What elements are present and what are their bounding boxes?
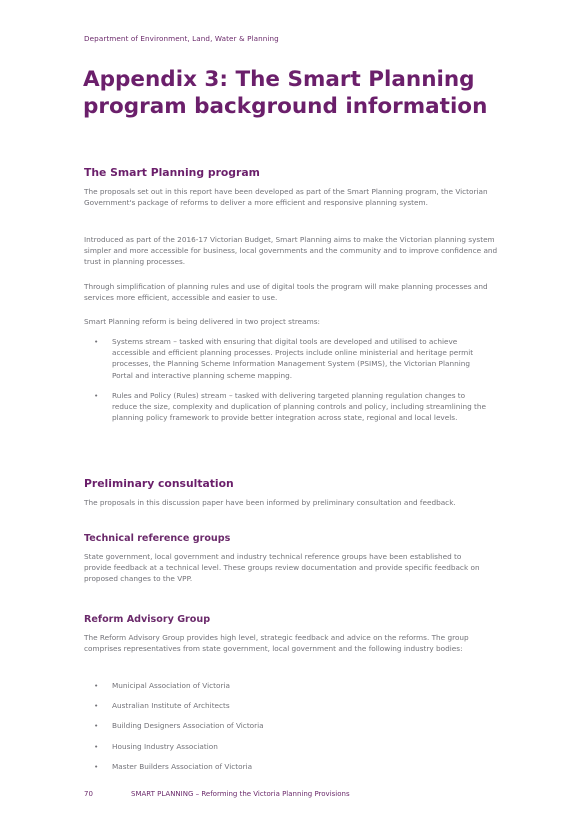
section-heading-preliminary-consultation: Preliminary consultation — [84, 477, 234, 490]
bullet-icon: • — [94, 337, 99, 346]
paragraph: Through simplification of planning rules and use of digital tools the program will make planning processes and services more efficient, accessible and easier to use. — [84, 282, 488, 303]
list-item-text: Master Builders Association of Victoria — [112, 761, 253, 771]
list-item-text: Australian Institute of Architects — [112, 701, 230, 711]
list-item — [84, 336, 492, 381]
subheading-technical-reference-groups: Technical reference groups — [84, 533, 231, 544]
page-number: 70 — [84, 790, 93, 798]
page-title: Appendix 3: The Smart Planning program background information — [83, 67, 488, 119]
list-item — [84, 680, 504, 691]
list-item — [84, 390, 492, 424]
paragraph: Introduced as part of the 2016-17 Victorian Budget, Smart Planning aims to make the Victorian planning system simpler and more accessible for business, local governments and the community and to improve confidence and trust in planning processes. — [84, 235, 498, 267]
subheading-reform-advisory-group: Reform Advisory Group — [84, 614, 211, 625]
bullet-icon: • — [94, 390, 99, 400]
bullet-icon: • — [94, 741, 99, 751]
list-item-text: Building Designers Association of Victoria — [112, 721, 264, 731]
list-item — [84, 761, 504, 772]
list-item-text: Housing Industry Association — [112, 741, 218, 751]
project-streams-list — [84, 336, 504, 423]
running-header: Department of Environment, Land, Water & Planning — [84, 34, 279, 43]
section-heading-smart-planning: The Smart Planning program — [84, 166, 260, 179]
paragraph: The proposals set out in this report have been developed as part of the Smart Planning program, the Victorian Government's package of reforms to deliver a more efficient and responsive planning system. — [84, 187, 488, 208]
paragraph: The proposals in this discussion paper have been informed by preliminary consultation and feedback. — [84, 498, 456, 507]
bullet-icon: • — [94, 761, 99, 771]
paragraph: State government, local government and industry technical reference groups have been established to provide feedback at a technical level. These groups review documentation and provide specific feedback on proposed changes to the VPP. — [84, 552, 480, 584]
bullet-icon: • — [94, 701, 99, 711]
industry-bodies-list — [84, 680, 504, 772]
list-item-text: Rules and Policy (Rules) stream – tasked with delivering targeted planning regulation changes to reduce the size, complexity and duplication of planning controls and policy, including streamlining the planning policy framework to provide better integration across state, regional and local levels. — [112, 390, 487, 423]
list-item — [84, 700, 504, 711]
paragraph: The Reform Advisory Group provides high level, strategic feedback and advice on the reforms. The group comprises representatives from state government, local government and the following industry bodies: — [84, 633, 469, 654]
running-footer: SMART PLANNING – Reforming the Victoria Planning Provisions — [131, 790, 350, 798]
paragraph: Smart Planning reform is being delivered in two project streams: — [84, 317, 321, 326]
bullet-icon: • — [94, 721, 99, 731]
list-item-text: Systems stream – tasked with ensuring that digital tools are developed and utilised to achieve accessible and efficient planning processes. Projects include online ministerial and heritage permit processes, the Planning Scheme Information Management System (PSIMS), the Victorian Planning Portal and interactive planning scheme mapping. — [112, 337, 474, 380]
list-item — [84, 741, 504, 752]
list-item — [84, 720, 504, 731]
bullet-icon: • — [94, 681, 99, 690]
list-item-text: Municipal Association of Victoria — [112, 681, 230, 690]
